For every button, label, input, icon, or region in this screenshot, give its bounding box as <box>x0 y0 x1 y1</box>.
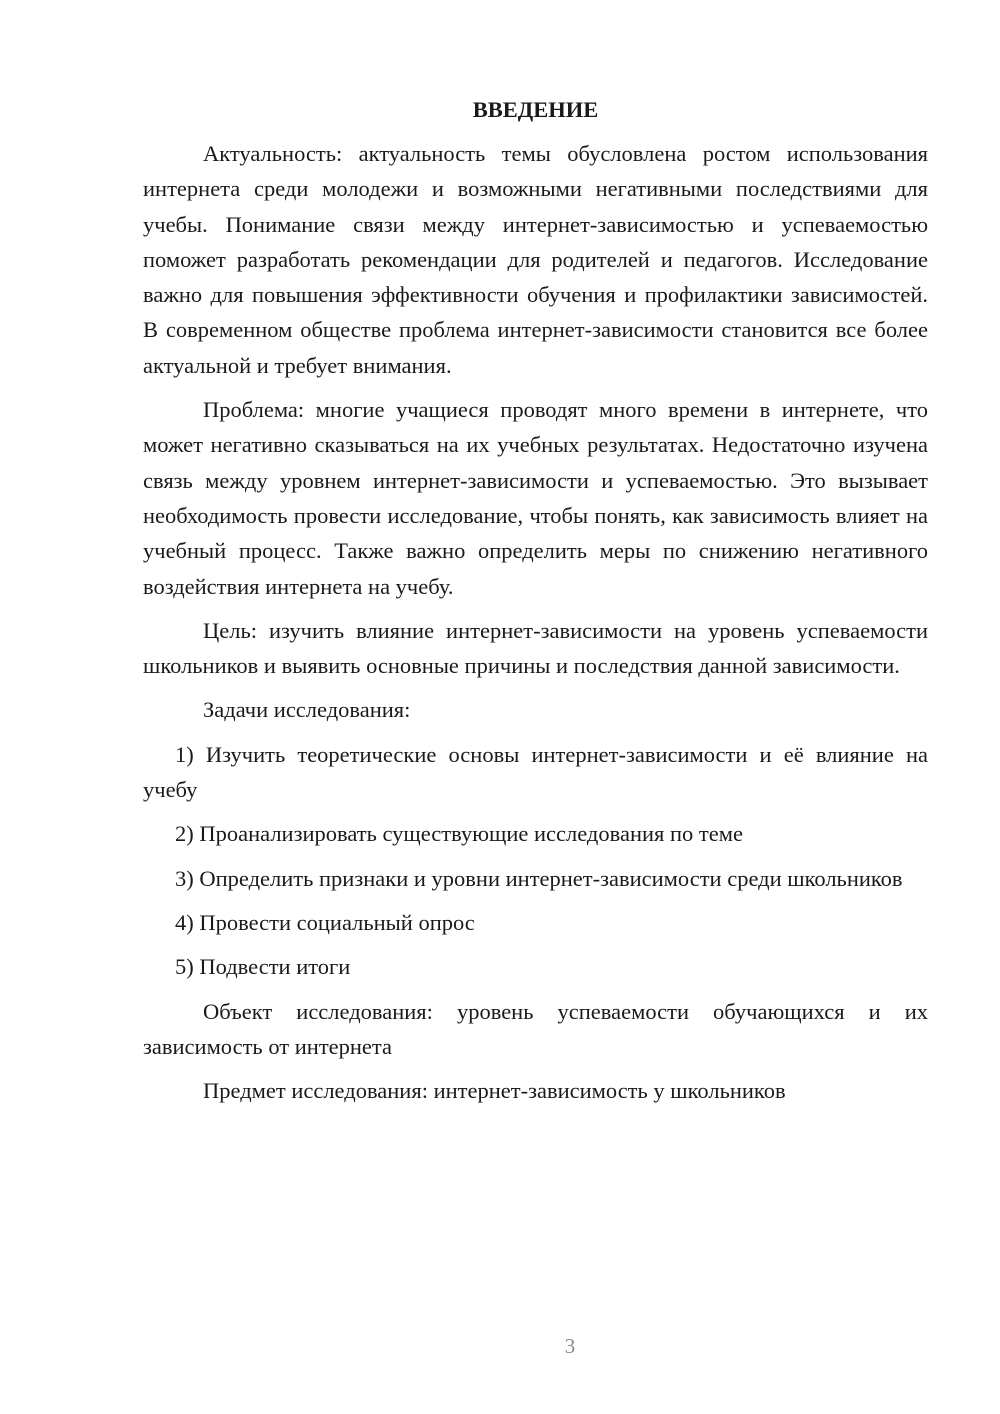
paragraph-relevance: Актуальность: актуальность темы обусловлена ростом использования интернета среди молодежи и возможными негативными последствиями для учебы. Понимание связи между интернет-зависимостью и успеваемостью поможет разработать рекомендации для родителей и педагогов. Исследование важно для повышения эффективности обучения и профилактики зависимостей. В современном обществе проблема интернет-зависимости становится все более актуальной и требует внимания. <box>143 141 928 378</box>
section-heading: ВВЕДЕНИЕ <box>472 97 599 122</box>
paragraph-subject: Предмет исследования: интернет-зависимость у школьников <box>203 1078 786 1104</box>
paragraph-goal: Цель: изучить влияние интернет-зависимости на уровень успеваемости школьников и выявить основные причины и последствия данной зависимости. <box>143 617 928 679</box>
paragraph-object: Объект исследования: уровень успеваемости обучающихся и их зависимость от интернета <box>143 998 928 1059</box>
task-item-4: 4) Провести социальный опрос <box>175 909 475 935</box>
paragraph-problem: Проблема: многие учащиеся проводят много времени в интернете, что может негативно сказываться на их учебных результатах. Недостаточно изучена связь между уровнем интернет-зависимости и успеваемостью. Это вызывает необходимость провести исследование, чтобы понять, как зависимость влияет на учебный процесс. Также важно определить меры по снижению негативного воздействия интернета на учебу. <box>143 397 928 599</box>
task-item-2: 2) Проанализировать существующие исследования по теме <box>175 821 743 847</box>
task-item-3: 3) Определить признаки и уровни интернет-зависимости среди школьников <box>175 865 903 891</box>
tasks-title: Задачи исследования: <box>203 697 411 723</box>
page-number-container <box>70 1334 1000 1359</box>
task-item-1: 1) Изучить теоретические основы интернет-зависимости и её влияние на учебу <box>143 741 928 803</box>
page-number: 3 <box>564 1334 576 1358</box>
task-item-5: 5) Подвести итоги <box>175 954 351 980</box>
page-content <box>143 94 928 1117</box>
